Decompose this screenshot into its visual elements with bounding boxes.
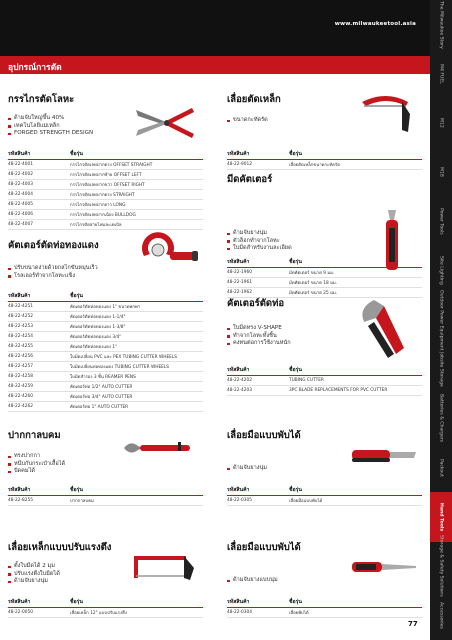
feature-bullet: ทำจากโลหะทั้งชิ้น — [227, 333, 422, 341]
product-code: 48-22-4255 — [8, 342, 70, 352]
product-name: มีดคัตเตอร์ ขนาด 9 มม. — [289, 268, 422, 278]
product-name: เลื่อยพับได้ — [289, 608, 422, 618]
product-code: 48-22-4253 — [8, 322, 70, 332]
table-row — [8, 496, 203, 506]
side-tab-label: Batteries & Chargers — [438, 394, 444, 443]
table-header-row — [8, 148, 203, 160]
side-tab-label: M4 FUEL — [438, 63, 444, 84]
table-row — [8, 382, 203, 392]
product-code: 48-22-4001 — [8, 160, 70, 170]
column-header-model: ชื่อรุ่น — [289, 364, 422, 376]
product-name: กรรไกรตัดสายไฟและเคเบิล — [70, 220, 203, 230]
product-name: TUBING CUTTER — [289, 376, 422, 386]
side-tab-label: Storage & Safety Solutions — [438, 535, 444, 598]
product-name: กรรไกรตัดเลทปากขวา OFFSET RIGHT — [70, 180, 203, 190]
table-row — [8, 312, 203, 322]
feature-bullet: คงทนต่อการใช้งานหนัก — [227, 340, 422, 348]
side-tab-12[interactable] — [430, 591, 452, 640]
cutters-title: มีดคัตเตอร์ — [227, 174, 273, 185]
column-header-code: รหัสสินค้า — [227, 364, 289, 376]
column-header-code: รหัสสินค้า — [227, 484, 289, 496]
side-tab-0[interactable] — [430, 0, 452, 49]
side-tab-label: Jobsite Storage — [438, 351, 444, 387]
product-code: 48-22-4252 — [8, 312, 70, 322]
product-name: มีดคัตเตอร์ ขนาด 25 มม. — [289, 288, 422, 298]
product-name: คัตเตอร์ตัดท่อทองแดง 3/4" — [70, 332, 203, 342]
pipe-cutter-title: คัตเตอร์ตัดท่อ — [227, 298, 285, 309]
product-code: 48-22-4262 — [8, 402, 70, 412]
table-row — [227, 608, 422, 618]
product-name: คัตเตอร์ตัดท่อทองแดง 1-3/8" — [70, 322, 203, 332]
product-code: 48-22-4004 — [8, 190, 70, 200]
table-header-row — [8, 290, 203, 302]
pipe-cutter-table — [227, 364, 422, 396]
pvc-cutter-image — [354, 292, 416, 366]
side-tab-label: Power Tools — [438, 208, 444, 235]
high-tension-hacksaw-table — [8, 596, 203, 618]
page-number: 77 — [408, 620, 418, 628]
table-row — [8, 302, 203, 312]
side-tab-label: M18 — [438, 167, 444, 178]
hacksaw-title: เลื่อยตัดเหล็ก — [227, 94, 281, 105]
cutters-section — [227, 172, 422, 195]
side-tab-10[interactable] — [430, 492, 452, 541]
side-tab-5[interactable] — [430, 246, 452, 295]
table-header-row — [8, 596, 203, 608]
column-header-code: รหัสสินค้า — [227, 596, 289, 608]
product-code: 48-22-4002 — [8, 170, 70, 180]
column-header-model: ชื่อรุ่น — [70, 596, 203, 608]
feature-bullet: หนีบกับกระเป๋าเสื้อได้ — [8, 461, 203, 469]
feature-bullet: ปรับขนาดง่ายด้วยกลไกขันหมุนเร็ว — [8, 265, 203, 273]
product-code: 48-22-4003 — [8, 180, 70, 190]
table-row — [8, 392, 203, 402]
product-name: กรรไกรตัดเลทปากซ้าย OFFSET LEFT — [70, 170, 203, 180]
jab-saw-table — [227, 596, 422, 618]
hacksaw-table — [227, 148, 422, 170]
feature-bullet: ตั้งใบมีดได้ 2 มุม — [8, 563, 203, 571]
column-header-code: รหัสสินค้า — [8, 290, 70, 302]
table-row — [8, 220, 203, 230]
product-code: 48-22-4251 — [8, 302, 70, 312]
table-row — [8, 352, 203, 362]
table-header-row — [227, 256, 422, 268]
feature-bullet: ด้ามจับยางนุ่ม — [8, 578, 203, 586]
side-tab-2[interactable] — [430, 98, 452, 147]
header-bar — [0, 0, 430, 56]
product-name: คัตเตอร์ท่อ 3/4" AUTO CUTTER — [70, 392, 203, 402]
column-header-model: ชื่อรุ่น — [289, 484, 422, 496]
table-row — [8, 190, 203, 200]
product-name: ใบมีดเปลี่ยน PVC และ PEX TUBING CUTTER WHEELS — [70, 352, 203, 362]
product-code: 48-22-9012 — [227, 160, 289, 170]
jab-saw-image — [348, 552, 418, 586]
product-code: 48-22-0304 — [227, 608, 289, 618]
product-code: 48-22-4203 — [227, 386, 289, 396]
side-tab-8[interactable] — [430, 394, 452, 443]
product-name: คัตเตอร์ท่อ 1/2" AUTO CUTTER — [70, 382, 203, 392]
table-header-row — [8, 484, 203, 496]
folding-saw-table — [227, 484, 422, 506]
side-tab-3[interactable] — [430, 148, 452, 197]
side-tab-label: Packout — [438, 458, 444, 477]
feature-bullet: เทคโนโลยีแม่เหล็ก — [8, 123, 203, 131]
feature-bullet: ด้ามจับยางนุ่ม — [227, 465, 422, 473]
column-header-model: ชื่อรุ่น — [70, 290, 203, 302]
product-code: 48-22-4257 — [8, 362, 70, 372]
side-tab-6[interactable] — [430, 289, 452, 351]
high-tension-hacksaw-image — [128, 548, 198, 592]
feature-bullet: ใบมีดทรง V-SHAPE — [227, 325, 422, 333]
feature-bullet: ด้ามจับยางแบบนุ่ม — [227, 577, 422, 585]
table-row — [227, 386, 422, 396]
product-code: 48-22-0050 — [8, 608, 70, 618]
feature-bullet: โรลเลอร์ทำจากโลหะแข็ง — [8, 273, 203, 281]
product-code: 48-22-4256 — [8, 352, 70, 362]
table-row — [8, 170, 203, 180]
table-row — [8, 372, 203, 382]
product-name: คัตเตอร์ท่อ 1" AUTO CUTTER — [70, 402, 203, 412]
column-header-model: ชื่อรุ่น — [289, 148, 422, 160]
product-name: เลื่อยตัดเหล็กขนาดกะทัดรัด — [289, 160, 422, 170]
product-name: คัตเตอร์ตัดท่อทองแดง 1" — [70, 342, 203, 352]
table-header-row — [227, 596, 422, 608]
feature-bullet: FORGED STRENGTH DESIGN — [8, 130, 203, 138]
feature-bullet: ด้ามจับยางนุ่ม — [227, 230, 422, 238]
folding-saw-image — [348, 440, 418, 476]
tube-cutter-image — [138, 230, 200, 274]
table-row — [8, 362, 203, 372]
feature-bullet: ขนาดกะทัดรัด — [227, 117, 422, 125]
table-row — [227, 160, 422, 170]
product-code: 48-22-4254 — [8, 332, 70, 342]
product-name: ใบมีดสำรอง 3 ชิ้น REAMER PENS — [70, 372, 203, 382]
table-row — [8, 608, 203, 618]
jab-saw-title: เลื่อยมือแบบพับได้ — [227, 542, 301, 553]
side-tab-label: Outdoor Power Equipment — [438, 289, 444, 351]
column-header-model: ชื่อรุ่น — [70, 148, 203, 160]
tube-cutter-title: คัตเตอร์ตัดท่อทองแดง — [8, 240, 99, 251]
putty-knife-title: ปากกาลบคม — [8, 430, 61, 441]
table-row — [8, 322, 203, 332]
product-name: กรรไกรตัดเลทปากยาว LONG — [70, 200, 203, 210]
product-code: 48-22-4259 — [8, 382, 70, 392]
product-code: 48-22-1960 — [227, 268, 289, 278]
product-name: มีดคัตเตอร์ ขนาด 18 มม. — [289, 278, 422, 288]
side-tab-label: Accessories — [438, 601, 444, 629]
column-header-code: รหัสสินค้า — [8, 484, 70, 496]
feature-bullet: ปรับแรงตึงใบมีดได้ — [8, 571, 203, 579]
metal-snips-table — [8, 148, 203, 230]
product-name: คัตเตอร์ตัดท่อทองแดง 1" ขนาดพกพา — [70, 302, 203, 312]
product-name: เลื่อยมือแบบพับได้ — [289, 496, 422, 506]
section-title: อุปกรณ์การตัด — [8, 63, 62, 73]
folding-saw-title: เลื่อยมือแบบพับได้ — [227, 430, 301, 441]
product-code: 48-22-4005 — [8, 200, 70, 210]
table-row — [227, 278, 422, 288]
product-code: 48-22-4202 — [227, 376, 289, 386]
feature-bullet: ด้ามจับใหญ่ขึ้น 40% — [8, 115, 203, 123]
side-tab-label: M12 — [438, 118, 444, 128]
feature-bullet: ทรงปากกา — [8, 453, 203, 461]
product-code: 48-22-1961 — [227, 278, 289, 288]
side-tab-label: Hand Tools — [438, 502, 444, 532]
feature-bullet: ตัวล็อกทำจากโลหะ — [227, 238, 422, 246]
product-name: 3PC BLADE REPLACEMENTS FOR PVC CUTTER — [289, 386, 422, 396]
metal-snips-image — [130, 100, 196, 150]
table-row — [8, 160, 203, 170]
table-row — [8, 180, 203, 190]
product-code: 48-22-0305 — [227, 496, 289, 506]
column-header-code: รหัสสินค้า — [227, 256, 289, 268]
table-row — [8, 210, 203, 220]
metal-snips-title: กรรไกรตัดโลหะ — [8, 94, 75, 105]
side-tab-label: Site Lighting — [438, 256, 444, 286]
table-row — [8, 342, 203, 352]
feature-bullet: ปัดคมได้ — [8, 468, 203, 476]
product-code: 48-22-4260 — [8, 392, 70, 402]
table-row — [227, 496, 422, 506]
column-header-code: รหัสสินค้า — [8, 148, 70, 160]
table-header-row — [227, 484, 422, 496]
tube-cutter-table — [8, 290, 203, 412]
product-name: เลื่อยเหล็ก 12" แบบปรับแรงตึง — [70, 608, 203, 618]
column-header-model: ชื่อรุ่น — [70, 484, 203, 496]
compact-hacksaw-image — [356, 92, 416, 140]
deburring-pen-image — [120, 436, 196, 464]
side-tab-9[interactable] — [430, 443, 452, 492]
table-row — [8, 200, 203, 210]
side-tab-1[interactable] — [430, 49, 452, 98]
table-row — [8, 402, 203, 412]
site-url[interactable]: www.milwaukeetool.asia — [334, 21, 416, 27]
high-tension-hacksaw-title: เลื่อยเหล็กแบบปรับแรงตึง — [8, 542, 112, 553]
table-row — [227, 268, 422, 278]
column-header-model: ชื่อรุ่น — [289, 596, 422, 608]
column-header-code: รหัสสินค้า — [8, 596, 70, 608]
product-code: 48-22-4258 — [8, 372, 70, 382]
product-name: ใบมีดเปลี่ยนท่อทองแดง TUBING CUTTER WHEELS — [70, 362, 203, 372]
side-tab-4[interactable] — [430, 197, 452, 246]
feature-bullet: ใบมีดสำหรับงานละเอียด — [227, 245, 422, 253]
product-code: 48-22-4006 — [8, 210, 70, 220]
table-header-row — [227, 364, 422, 376]
side-tab-11[interactable] — [430, 535, 452, 598]
product-name: คัตเตอร์ตัดท่อทองแดง 1-1/4" — [70, 312, 203, 322]
category-side-tabs — [430, 0, 452, 640]
side-tab-7[interactable] — [430, 345, 452, 394]
product-name: ปากกาลบคม — [70, 496, 203, 506]
product-name: กรรไกรตัดเลทปากตรง STRAIGHT — [70, 190, 203, 200]
table-header-row — [227, 148, 422, 160]
product-name: กรรไกรตัดเลทปากเฉียง BULLDOG — [70, 210, 203, 220]
product-name: กรรไกรตัดเลทปากตรง OFFSET STRAIGHT — [70, 160, 203, 170]
product-code: 48-22-8255 — [8, 496, 70, 506]
product-code: 48-22-4007 — [8, 220, 70, 230]
column-header-model: ชื่อรุ่น — [289, 256, 422, 268]
putty-knife-table — [8, 484, 203, 506]
product-code: 48-22-1962 — [227, 288, 289, 298]
side-tab-label: The Milwaukee Story — [438, 0, 444, 49]
table-row — [8, 332, 203, 342]
column-header-code: รหัสสินค้า — [227, 148, 289, 160]
section-banner — [0, 56, 430, 74]
table-row — [227, 376, 422, 386]
